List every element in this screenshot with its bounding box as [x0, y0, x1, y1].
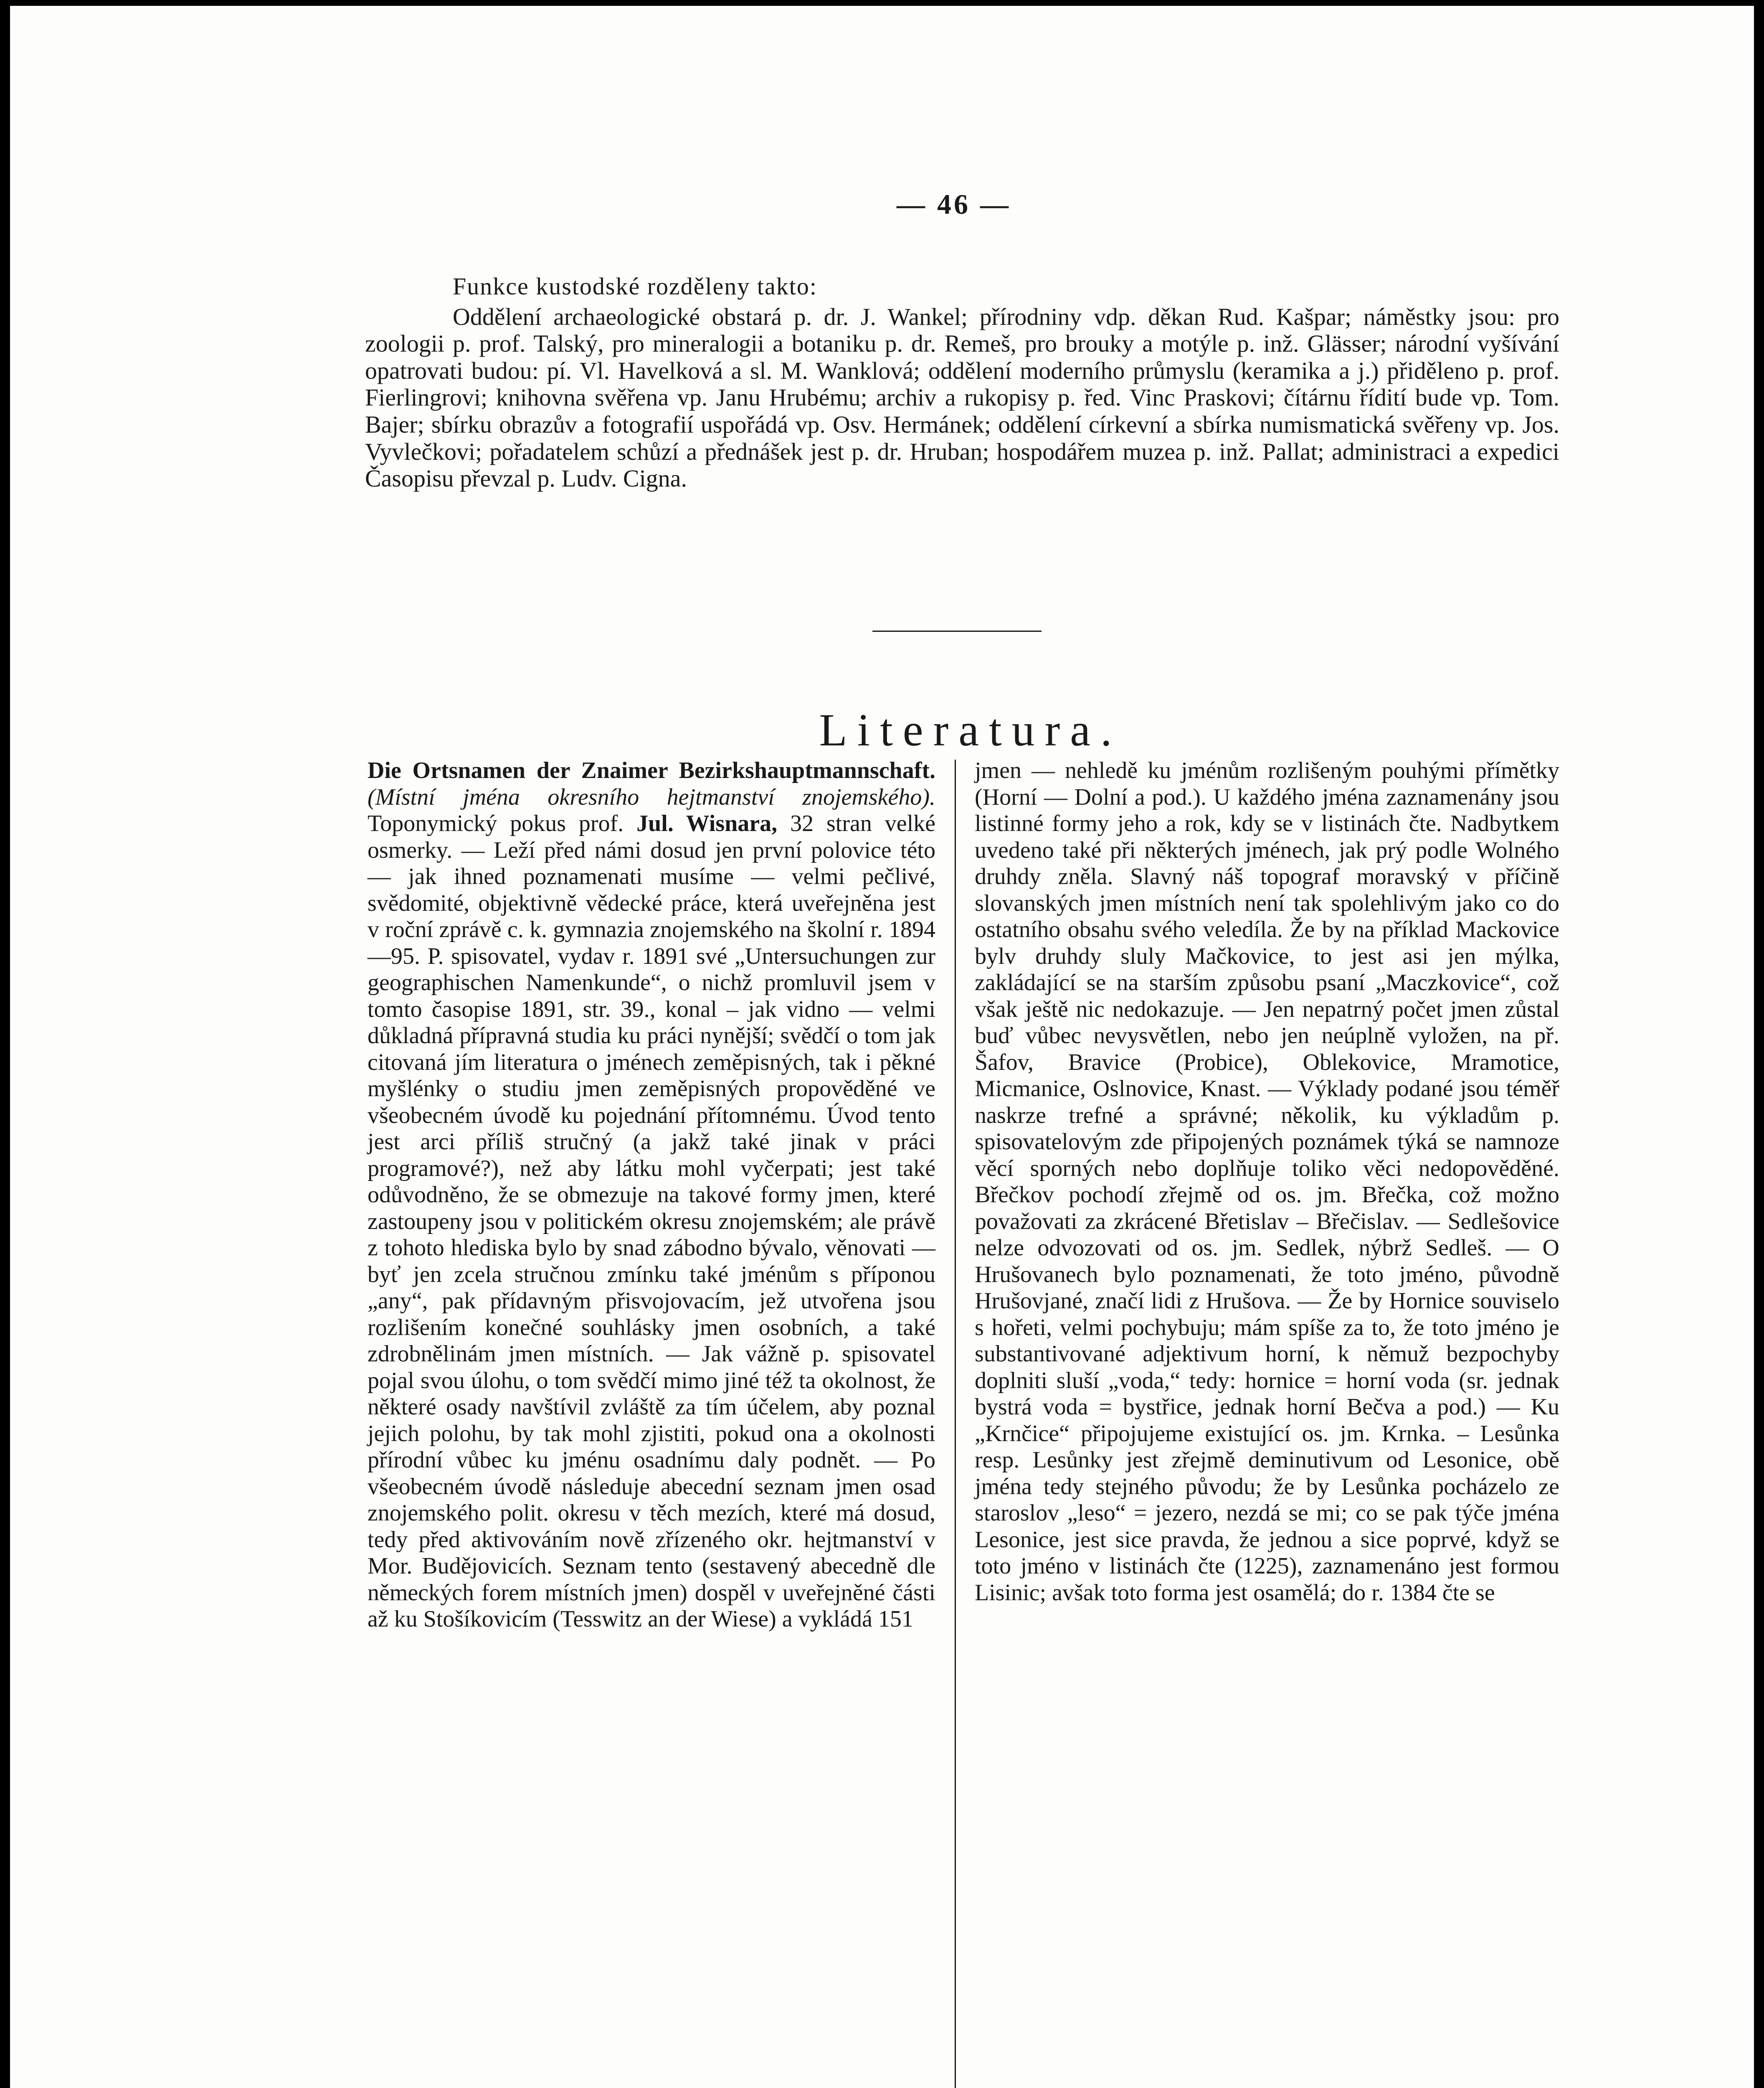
lead-text: Toponymický pokus prof.: [368, 811, 624, 836]
section-heading-literatura: Literatura.: [819, 704, 1122, 756]
book-title: Die Ortsnamen der Znaimer Bezirkshauptmannschaft.: [368, 758, 935, 783]
scanned-page: [10, 6, 1754, 2088]
author-name: Jul. Wisnara,: [636, 811, 778, 836]
right-column: [975, 758, 1559, 1606]
right-column-text: jmen — nehledě ku jménům rozlišeným pouhými přímětky (Horní — Dolní a pod.). U každého jména zaznamenány jsou listinné formy jeho a rok, kdy se v listinách čte. Nadbytkem uvedeno také při některých jménech, jak prý podle Wolného druhdy zněla. Slavný náš topograf moravský v příčině slovanských jmen místních není tak spolehlivým jako co do ostatního obsahu svého veledíla. Že by na příklad Mackovice bylv druhdy sluly Mačkovice, to jest asi jen mýlka, zakládající se na starším způsobu psaní „Maczkovice“, což však ještě nic nedokazuje. — Jen nepatrný počet jmen zůstal buď vůbec nevysvětlen, nebo jen neúplně vyložen, na př. Šafov, Bravice (Probice), Oblekovice, Mramotice, Micmanice, Oslnovice, Knast. — Výklady podané jsou téměř naskrze trefné a správné; několik, ku výkladům p. spisovatelovým zde připojených poznámek týká se namnoze věcí sporných nebo doplňuje toliko věci nedopověděné. Břečkov pochodí zřejmě od os. jm. Břečka, což možno považovati za zkrácené Břetislav – Břečislav. — Sedlešovice nelze odvozovati od os. jm. Sedlek, nýbrž Sedleš. — O Hrušovanech bylo poznamenati, že toto jméno, původně Hrušovjané, značí lidi z Hrušova. — Že by Hornice souviselo s hořeti, velmi pochybuju; mám spíše za to, že toto jméno je substantivované adjektivum horní, k němuž bezpochyby doplniti sluší „voda,“ tedy: hornice = horní voda (sr. jednak bystrá voda = bystřice, jednak horní Bečva a pod.) — Ku „Krnčice“ připojujeme existující os. jm. Krnka. – Lesůnka resp. Lesůnky jest zřejmě deminutivum od Lesonice, obě jména tedy stejného původu; že by Lesůnka pocházelo ze staroslov „leso“ = jezero, nezdá se mi; co se pak týče jména Lesonice, jest sice pravda, že jednou a sice poprvé, když se toto jméno v listinách čte (1225), zaznamenáno jest formou Lisinic; avšak toto forma jest osamělá; do r. 1384 čte se: [975, 758, 1559, 1606]
left-column: [368, 758, 935, 1633]
custody-section: [365, 273, 1559, 492]
column-divider: [955, 760, 956, 2088]
page-number: — 46 —: [897, 188, 1011, 220]
section-divider: [872, 631, 1042, 632]
custody-intro: Funkce kustodské rozděleny takto:: [453, 273, 817, 300]
review-paragraph-left: [368, 758, 935, 1633]
left-column-text: 32 stran velké osmerky. — Leží před námi dosud jen první polovice této — jak ihned poznamenati musíme — velmi pečlivé, svědomité, objektivně vědecké práce, která uveřejněna jest v roční zprávě c. k. gymnazia znojemského na školní r. 1894—95. P. spisovatel, vydav r. 1891 své „Untersuchungen zur geographischen Namenkunde“, o nichž promluvil jsem v tomto časopise 1891, str. 39., konal – jak vidno — velmi důkladná přípravná studia ku práci nynější; svědčí o tom jak citovaná jím literatura o jménech zeměpisných, tak i pěkné myšlénky o studiu jmen zeměpisných propověděné ve všeobecném úvodě ku pojednání přítomnému. Úvod tento jest arci příliš stručný (a jakž také jinak v práci programové?), než aby látku mohl vyčerpati; jest také odůvodněno, že se obmezuje na takové formy jmen, které zastoupeny jsou v politickém okresu znojemském; ale právě z tohoto hlediska bylo by snad zábodno bývalo, věnovati — byť jen zcela stručnou zmínku také jménům s příponou „any“, pak přídavným přisvojovacím, jež utvořena jsou rozlišením konečné souhlásky jmen osobních, a také zdrobnělinám jmen místních. — Jak vážně p. spisovatel pojal svou úlohu, o tom svědčí mimo jiné též ta okolnost, že některé osady navštívil zvláště za tím účelem, aby poznal jejich polohu, by tak mohl zjistiti, pokud ona a okolnosti přírodní vůbec ku jménu osadnímu daly podnět. — Po všeobecném úvodě následuje abecední seznam jmen osad znojemského polit. okresu v těch mezích, které má dosud, tedy před aktivováním nově zřízeného okr. hejtmanství v Mor. Budějovicích. Seznam tento (sestavený abecedně dle německých forem místních jmen) dospěl v uveřejněné části až ku Stošíkovicím (Tesswitz an der Wiese) a vykládá 151: [368, 811, 936, 1632]
custody-paragraph: Oddělení archaeologické obstará p. dr. J. Wankel; přírodniny vdp. děkan Rud. Kašpar; náměstky jsou: pro zoologii p. prof. Talský, pro mineralogii a botaniku p. dr. Remeš, pro brouky a motýle p. inž. Glässer; národní vyšívání opatrovati budou: pí. Vl. Havelková a sl. M. Wanklová; oddělení moderního průmyslu (keramika a j.) přiděleno p. prof. Fierlingrovi; knihovna svěřena vp. Janu Hrubému; archiv a rukopisy p. řed. Vinc Praskovi; čítárnu řídití bude vp. Tom. Bajer; sbírku obrazův a fotografií uspořádá vp. Osv. Hermánek; oddělení církevní a sbírka numismatická svěřeny vp. Jos. Vyvlečkovi; pořadatelem schůzí a přednášek jest p. dr. Hruban; hospodářem muzea p. inž. Pallat; administraci a expedici Časopisu převzal p. Ludv. Cigna.: [365, 303, 1559, 492]
book-subtitle: (Místní jména okresního hejtmanství znojemského).: [368, 784, 935, 810]
